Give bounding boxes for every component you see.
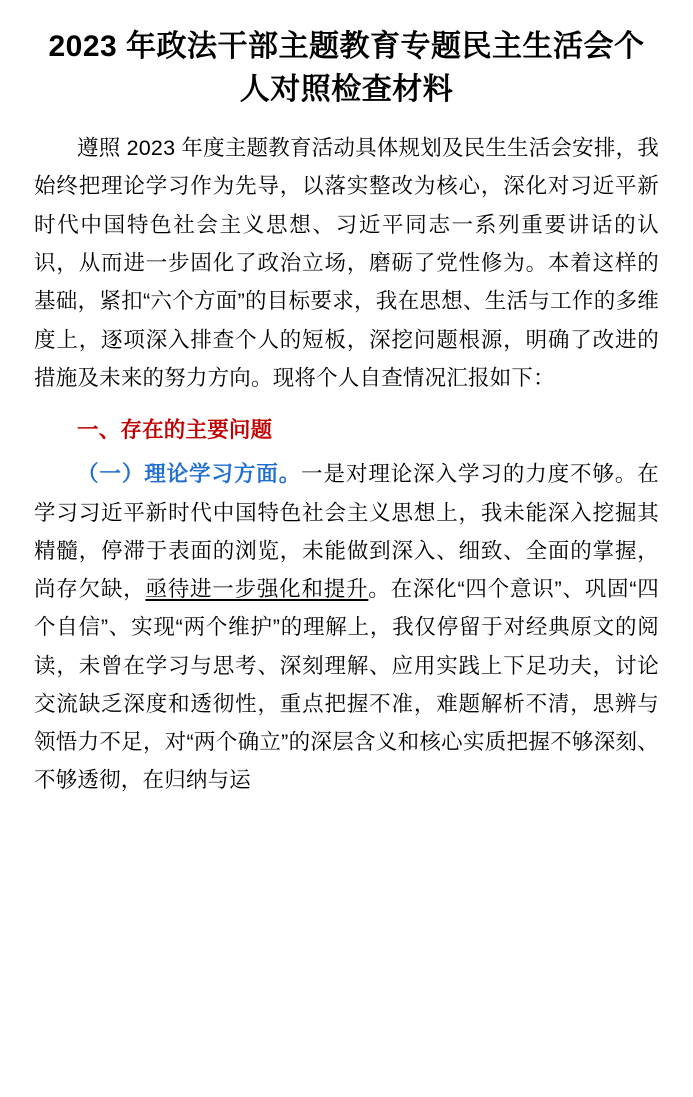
subsection-body-underlined: 亟待进一步强化和提升 [145,577,369,602]
subsection-body-part-1: 一是对理论深入学习的力度不够。在学习习近平新时代中国特色社会主义思想上，我未能深入挖掘其精髓，停滞于表面的浏览，未能做到深入、细致、全面的掌握，尚存欠缺， [34,462,659,602]
subsection-label: （一）理论学习方面。 [77,462,302,487]
intro-paragraph: 遵照 2023 年度主题教育活动具体规划及民生生活会安排，我始终把理论学习作为先导，以落实整改为核心，深化对习近平新时代中国特色社会主义思想、习近平同志一系列重要讲话的认识，从而进一步固化了政治立场，磨砺了党性修为。本着这样的基础，紧扣“六个方面”的目标要求，我在思想、生活与工作的多维度上，逐项深入排查个人的短板，深挖问题根源，明确了改进的措施及未来的努力方向。现将个人自查情况汇报如下： [34,136,659,390]
subsection-theory-study [34,455,659,799]
section-heading-main-problems: 一、存在的主要问题 [77,418,273,443]
page-title: 2023 年政法干部主题教育专题民主生活会个人对照检查材料 [48,30,645,106]
subsection-body-part-2: 。在深化“四个意识”、巩固“四个自信”、实现“两个维护”的理解上，我仅停留于对经典原文的阅读，未曾在学习与思考、深刻理解、应用实践上下足功夫，讨论交流缺乏深度和透彻性，重点把握不准，难题解析不清，思辨与领悟力不足，对“两个确立”的深层含义和核心实质把握不够深刻、不够透彻，在归纳与运 [34,577,659,793]
